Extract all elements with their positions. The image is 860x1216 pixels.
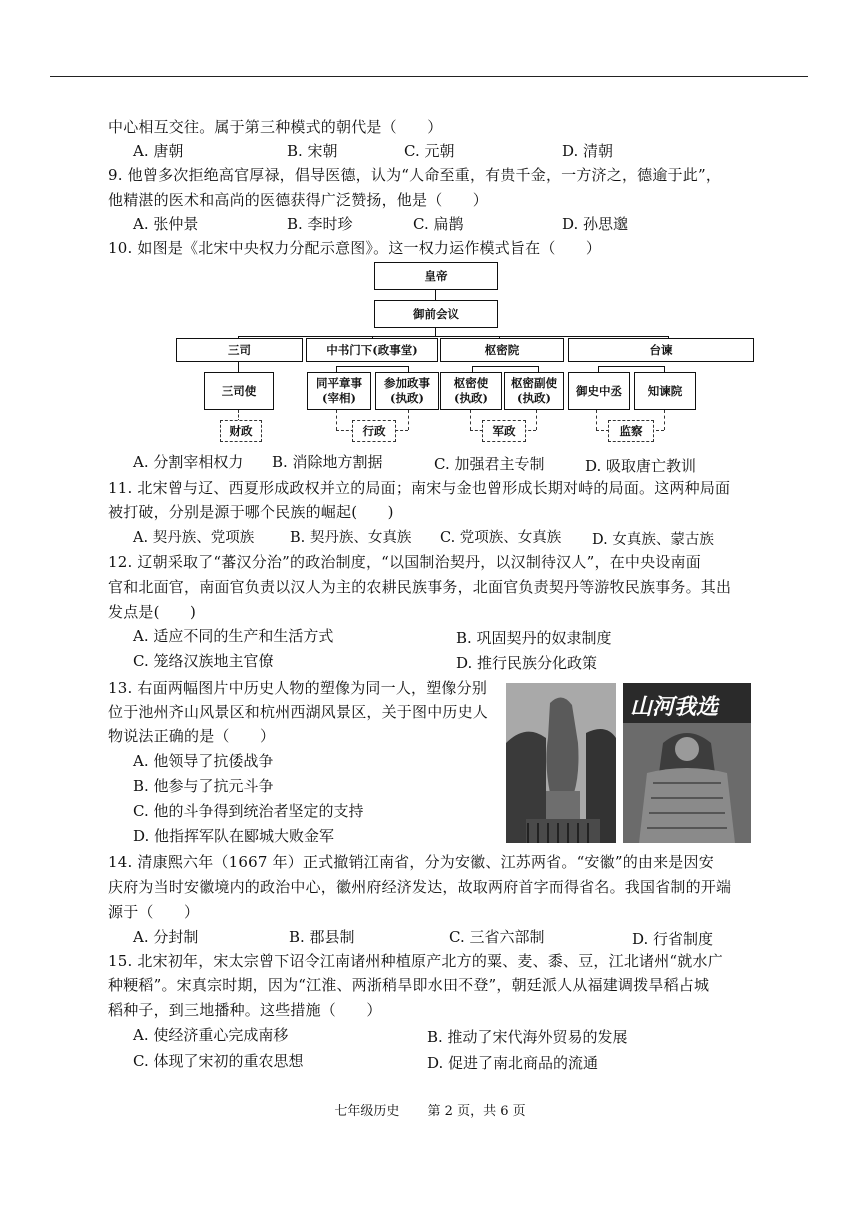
diagram-shumishi: 枢密使 (执政) — [440, 372, 502, 410]
q9-option-b: B. 李时珍 — [287, 215, 353, 233]
diagram-zaixiang: 同平章事 (宰相) — [307, 372, 371, 410]
q13-option-b: B. 他参与了抗元斗争 — [133, 777, 274, 795]
q11-stem-line2: 被打破，分别是源于哪个民族的崛起( ) — [108, 503, 394, 521]
q10-option-a: A. 分割宰相权力 — [133, 453, 244, 471]
footer-page-number: 第 2 页，共 6 页 — [427, 1104, 526, 1119]
header-rule — [50, 76, 808, 77]
q8-option-a: A. 唐朝 — [133, 142, 184, 160]
q12-stem-line3: 发点是( ) — [108, 603, 197, 621]
q13-option-c: C. 他的斗争得到统治者坚定的支持 — [133, 802, 364, 820]
q14-option-d: D. 行省制度 — [632, 930, 714, 948]
q15-stem-line1: 15. 北宋初年，宋太宗曾下诏令江南诸州种植原产北方的粟、麦、黍、豆，江北诸州“就水广 — [108, 952, 723, 970]
q8-stem-tail: 中心相互交往。属于第三种模式的朝代是（ ） — [108, 118, 443, 136]
q13-stem-line2: 位于池州齐山风景区和杭州西湖风景区，关于图中历史人 — [108, 703, 489, 721]
q14-stem-line3: 源于（ ） — [108, 903, 200, 921]
diagram-dept-taijian: 台谏 — [568, 338, 754, 362]
q14-stem-line2: 庆府为当时安徽境内的政治中心，徽州府经济发达，故取两府首字而得省名。我国省制的开端 — [108, 878, 732, 896]
footer-subject: 七年级历史 — [334, 1104, 400, 1119]
q8-option-d: D. 清朝 — [562, 142, 614, 160]
q11-option-a: A. 契丹族、党项族 — [133, 530, 255, 546]
diagram-power-admin: 行政 — [352, 420, 396, 442]
diagram-yushizhongcheng: 御史中丞 — [568, 372, 630, 410]
q12-option-a: A. 适应不同的生产和生活方式 — [133, 627, 334, 645]
diagram-power-finance: 财政 — [220, 420, 262, 442]
q12-option-b: B. 巩固契丹的奴隶制度 — [456, 629, 612, 647]
q13-stem-line3: 物说法正确的是（ ） — [108, 727, 276, 745]
q10-option-c: C. 加强君主专制 — [434, 455, 545, 473]
q11-stem-line1: 11. 北宋曾与辽、西夏形成政权并立的局面；南宋与金也曾形成长期对峙的局面。这两种局面 — [108, 479, 731, 497]
q12-option-d: D. 推行民族分化政策 — [456, 654, 598, 672]
image-caption-calligraphy: 山河我选 — [630, 694, 719, 720]
q10-option-b: B. 消除地方割据 — [272, 453, 383, 471]
q14-option-a: A. 分封制 — [133, 928, 199, 946]
song-power-diagram — [176, 262, 752, 447]
diagram-council: 御前会议 — [374, 300, 498, 328]
q9-stem-line1: 9. 他曾多次拒绝高官厚禄，倡导医德，认为“人命至重，有贵千金，一方济之，德逾于此”， — [108, 166, 722, 184]
diagram-shumifushi: 枢密副使 (执政) — [504, 372, 564, 410]
diagram-dept-shumiyuan: 枢密院 — [440, 338, 564, 362]
q13-option-d: D. 他指挥军队在郾城大败金军 — [133, 827, 335, 845]
q13-option-a: A. 他领导了抗倭战争 — [133, 752, 274, 770]
q14-option-c: C. 三省六部制 — [449, 928, 545, 946]
q15-option-b: B. 推动了宋代海外贸易的发展 — [427, 1028, 628, 1046]
q14-option-b: B. 郡县制 — [289, 928, 355, 946]
q9-option-d: D. 孙思邈 — [562, 215, 629, 233]
q12-stem-line2: 官和北面官，南面官负责以汉人为主的农耕民族事务，北面官负责契丹等游牧民族事务。其出 — [108, 578, 732, 596]
q15-option-d: D. 促进了南北商品的流通 — [427, 1054, 599, 1072]
q15-stem-line3: 稻种子，到三地播种。这些措施（ ） — [108, 1001, 382, 1019]
q14-stem-line1: 14. 清康熙六年（1667 年）正式撤销江南省，分为安徽、江苏两省。“安徽”的由来是因安 — [108, 853, 714, 871]
diagram-dept-zhongshu: 中书门下(政事堂) — [306, 338, 438, 362]
q9-option-a: A. 张仲景 — [133, 215, 199, 233]
diagram-power-military: 军政 — [482, 420, 526, 442]
q10-option-d: D. 吸取唐亡教训 — [585, 457, 697, 475]
q8-option-c: C. 元朝 — [404, 142, 455, 160]
diagram-zhijianyuan: 知谏院 — [634, 372, 696, 410]
q15-option-c: C. 体现了宋初的重农思想 — [133, 1052, 304, 1070]
q10-stem: 10. 如图是《北宋中央权力分配示意图》。这一权力运作模式旨在（ ） — [108, 239, 602, 257]
q9-option-c: C. 扁鹊 — [413, 215, 464, 233]
diagram-dept-sansi: 三司 — [176, 338, 303, 362]
diagram-power-supervision: 监察 — [608, 420, 654, 442]
q15-option-a: A. 使经济重心完成南移 — [133, 1026, 289, 1044]
q11-option-b: B. 契丹族、女真族 — [290, 530, 412, 546]
q12-stem-line1: 12. 辽朝采取了“蕃汉分治”的政治制度，“以国制治契丹，以汉制待汉人”，在中央设南面 — [108, 553, 701, 571]
diagram-sansi-shi: 三司使 — [204, 372, 274, 410]
q13-stem-line1: 13. 右面两幅图片中历史人物的塑像为同一人，塑像分别 — [108, 679, 488, 697]
diagram-emperor: 皇帝 — [374, 262, 498, 290]
diagram-canzhi: 参加政事 (执政) — [375, 372, 439, 410]
statue-photo-chishan — [506, 683, 616, 843]
q9-stem-line2: 他精湛的医术和高尚的医德获得广泛赞扬，他是（ ） — [108, 191, 489, 209]
page-footer — [0, 1100, 860, 1119]
q8-option-b: B. 宋朝 — [287, 142, 338, 160]
q12-option-c: C. 笼络汉族地主官僚 — [133, 652, 274, 670]
q11-option-c: C. 党项族、女真族 — [440, 530, 562, 546]
q11-option-d: D. 女真族、蒙古族 — [592, 532, 714, 548]
q15-stem-line2: 种粳稻”。宋真宗时期，因为“江淮、两浙稍旱即水田不登”，朝廷派人从福建调拨旱稻占城 — [108, 976, 710, 994]
